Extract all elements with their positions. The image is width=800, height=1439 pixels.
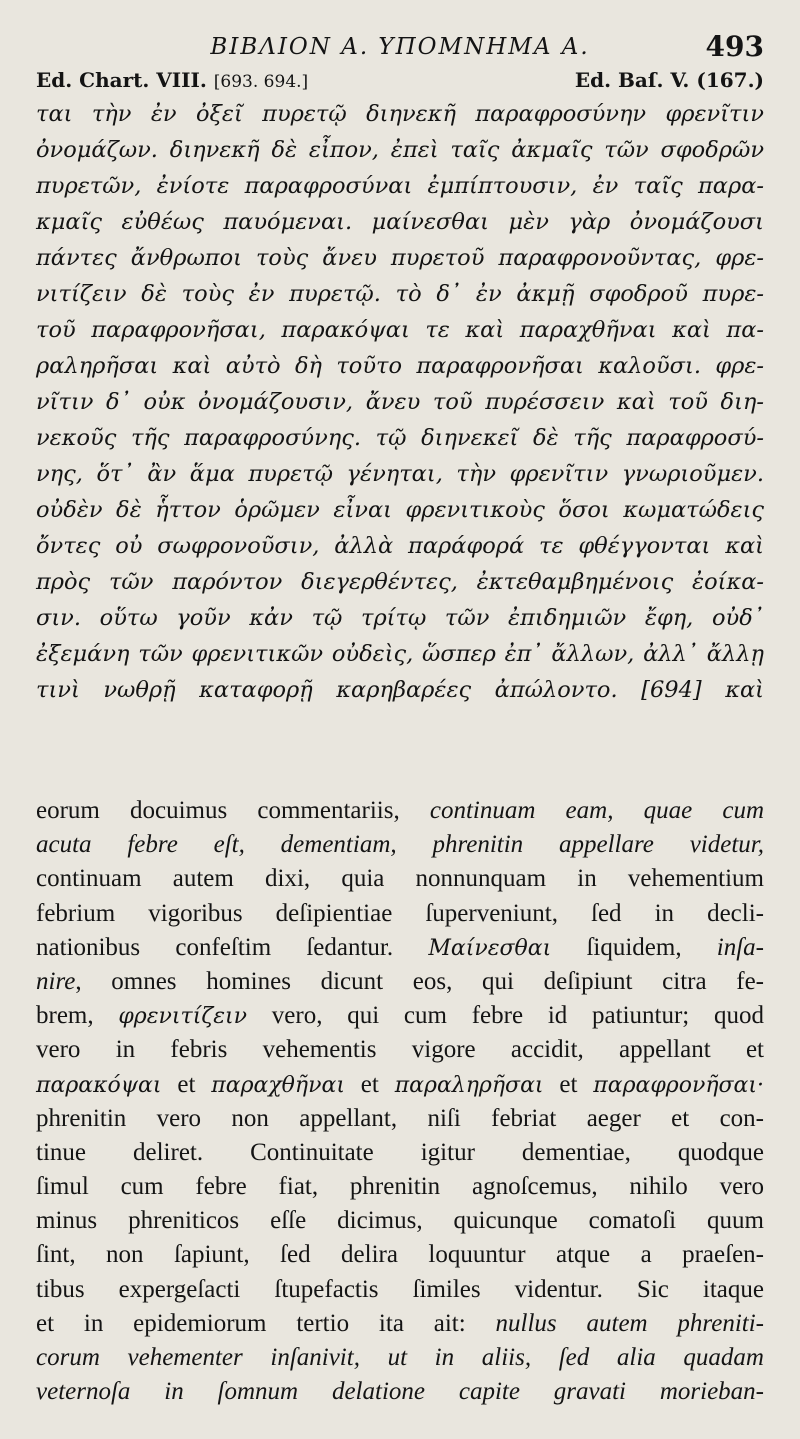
latin-line: [36, 1341, 764, 1375]
running-title: ΒΙΒΛΙΟΝ Α. ΥΠΟΜΝΗΜΑ Α.: [210, 34, 590, 60]
latin-text: , omnes homines dicunt eos, qui deſipiunt citra fe-: [75, 967, 764, 995]
greek-term: φρενιτίζειν: [118, 1004, 248, 1030]
latin-line: [36, 828, 764, 862]
greek-term: παραληρῆσαι: [394, 1072, 544, 1098]
greek-line: ραληρῆσαι καὶ αὐτὸ δὴ τοῦτο παραφρονῆσαι καλοῦσι. φρε-: [36, 353, 764, 379]
latin-italic-text: inſa-: [716, 933, 764, 961]
greek-line: πυρετῶν, ἐνίοτε παραφροσύναι ἐμπίπτουσιν, ἐν ταῖς παρα-: [36, 173, 764, 199]
greek-line: ται τὴν ἐν ὀξεῖ πυρετῷ διηνεκῆ παραφροσύνην φρενῖτιν: [36, 101, 764, 127]
greek-line: κμαῖς εὐθέως παυόμεναι. μαίνεσθαι μὲν γὰρ ὀνομάζουσι: [36, 209, 764, 235]
latin-line: [36, 897, 764, 931]
latin-line: [36, 1136, 764, 1170]
latin-text: ſiquidem,: [551, 933, 717, 961]
latin-text: phrenitin vero non appellant, niſi febriat aeger et con-: [36, 1104, 764, 1132]
greek-line: τοῦ παραφρονῆσαι, παρακόψαι τε καὶ παραχθῆναι καὶ πα-: [36, 317, 764, 343]
latin-text: vero, qui cum febre id patiuntur; quod: [247, 1002, 764, 1030]
greek-term: παραφρονῆσαι·: [593, 1072, 765, 1098]
greek-term: παραχθῆναι: [211, 1072, 345, 1098]
latin-translation-block: [36, 794, 764, 1409]
latin-line: [36, 862, 764, 896]
latin-text: eorum docuimus commentariis,: [36, 797, 430, 824]
greek-text-block: [36, 96, 764, 708]
latin-line: [36, 1033, 764, 1067]
greek-term: παρακόψαι: [36, 1072, 162, 1098]
edition-page-ref: [693. 694.]: [213, 72, 309, 92]
latin-text: ſint, non ſapiunt, ſed delira loquuntur atque a praeſen-: [36, 1241, 764, 1269]
latin-text: brem,: [36, 1002, 119, 1030]
latin-italic-text: nire: [36, 967, 76, 995]
running-head: [36, 28, 764, 66]
latin-text: tinue deliret. Continuitate igitur dementiae, quodque: [36, 1138, 764, 1166]
latin-italic-text: acuta febre eſt, dementiam, phrenitin appellare videtur,: [36, 831, 764, 859]
edition-reference-line: [36, 66, 764, 94]
greek-line: νης, ὅτ᾽ ἂν ἅμα πυρετῷ γένηται, τὴν φρενῖτιν γνωριοῦμεν.: [36, 461, 764, 487]
edition-chartier-label: Ed. Chart. VIII.: [36, 68, 207, 92]
latin-italic-text: veternoſa in ſomnum delatione capite gravati morieban-: [36, 1378, 764, 1406]
latin-line: [36, 794, 764, 828]
latin-text: nationibus confeſtim ſedantur.: [36, 933, 429, 961]
edition-basel-ref: Ed. Baſ. V. (167.): [574, 68, 764, 92]
latin-line: [36, 1068, 764, 1102]
greek-line: νιτίζειν δὲ τοὺς ἐν πυρετῷ. τὸ δ᾽ ἐν ἀκμῇ σφοδροῦ πυρε-: [36, 281, 764, 307]
greek-line: τινὶ νωθρῇ καταφορῇ καρηβαρέες ἀπώλοντο. [694] καὶ: [36, 677, 764, 703]
latin-italic-text: corum vehementer inſanivit, ut in aliis, ſed alia quadam: [36, 1344, 764, 1371]
greek-line: σιν. οὕτω γοῦν κἀν τῷ τρίτῳ τῶν ἐπιδημιῶν ἔφη, οὐδ᾽: [36, 605, 764, 631]
greek-line: πάντες ἄνθρωποι τοὺς ἄνευ πυρετοῦ παραφρονοῦντας, φρε-: [36, 245, 764, 271]
latin-text: vero in febris vehementis vigore accidit, appellant et: [36, 1036, 764, 1064]
latin-line: [36, 931, 764, 965]
greek-line: νῖτιν δ᾽ οὐκ ὀνομάζουσιν, ἄνευ τοῦ πυρέσσειν καὶ τοῦ διη-: [36, 389, 764, 415]
latin-line: [36, 1238, 764, 1272]
latin-text: et: [344, 1070, 395, 1098]
greek-line: οὐδὲν δὲ ἧττον ὁρῶμεν εἶναι φρενιτικοὺς ὅσοι κωματώδεις: [36, 497, 764, 523]
latin-line: [36, 1307, 764, 1341]
edition-chartier-ref: [36, 66, 308, 94]
latin-italic-text: continuam eam, quae cum: [429, 797, 764, 824]
latin-line: [36, 1375, 764, 1409]
latin-line: [36, 999, 764, 1033]
latin-line: [36, 1170, 764, 1204]
greek-line: ὄντες οὐ σωφρονοῦσιν, ἀλλὰ παράφορά τε φθέγγονται καὶ: [36, 533, 764, 559]
latin-text: tibus expergeſacti ſtupefactis ſimiles videntur. Sic itaque: [36, 1275, 764, 1303]
latin-text: et: [161, 1070, 212, 1098]
greek-line: νεκοῦς τῆς παραφροσύνης. τῷ διηνεκεῖ δὲ τῆς παραφροσύ-: [36, 425, 764, 451]
page-number: 493: [705, 30, 764, 63]
greek-line: πρὸς τῶν παρόντον διεγερθέντες, ἐκτεθαμβημένοις ἐοίκα-: [36, 569, 764, 595]
latin-text: continuam autem dixi, quia nonnunquam in vehementium: [36, 865, 764, 893]
latin-line: [36, 965, 764, 999]
latin-text: minus phreniticos eſſe dicimus, quicunque comatoſi quum: [36, 1207, 764, 1235]
latin-line: [36, 1102, 764, 1136]
greek-line: ὀνομάζων. διηνεκῆ δὲ εἶπον, ἐπεὶ ταῖς ἀκμαῖς τῶν σφοδρῶν: [36, 137, 764, 163]
latin-line: [36, 1204, 764, 1238]
latin-text: ſimul cum febre fiat, phrenitin agnoſcemus, nihilo vero: [36, 1173, 764, 1201]
greek-line: ἐξεμάνη τῶν φρενιτικῶν οὐδεὶς, ὥσπερ ἐπ᾽ ἄλλων, ἀλλ᾽ ἄλλῃ: [36, 641, 764, 667]
greek-term: Μαίνεσθαι: [428, 935, 552, 961]
latin-italic-text: nullus autem phreniti-: [495, 1309, 764, 1337]
latin-line: [36, 1273, 764, 1307]
latin-text: et: [543, 1070, 594, 1098]
latin-text: et in epidemiorum tertio ita ait:: [36, 1309, 496, 1337]
latin-text: febrium vigoribus deſipientiae ſuperveniunt, ſed in decli-: [36, 899, 764, 927]
